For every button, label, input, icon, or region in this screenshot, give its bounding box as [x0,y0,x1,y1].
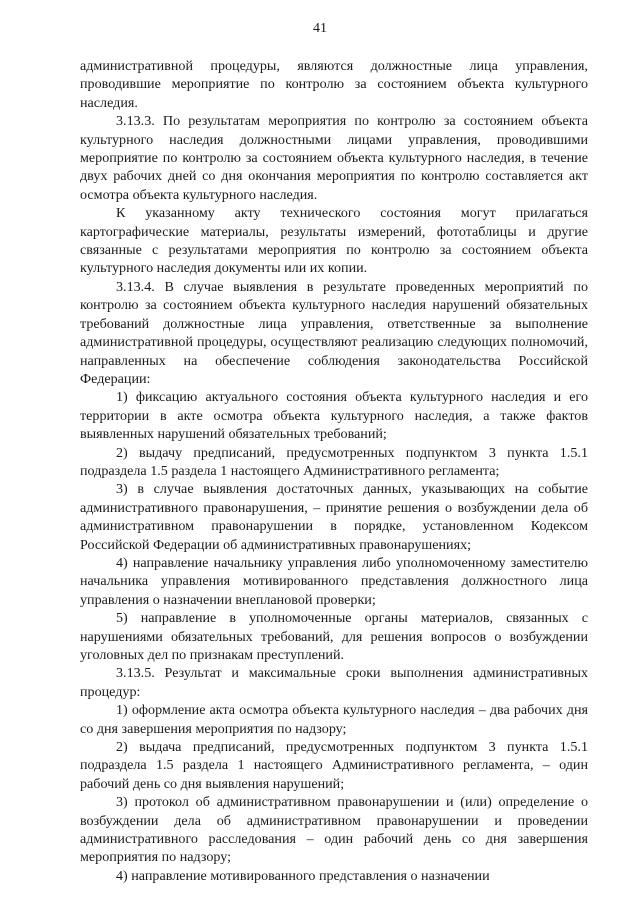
list-item: 3) протокол об административном правонарушении и (или) определение о возбуждении дела об административном правонарушении и проведении административного расследования – один рабочий день со дня завершения мероприятия по надзору; [80,794,588,866]
paragraph-3-13-5: 3.13.5. Результат и максимальные сроки выполнения административных процедур: [80,665,588,700]
list-item: 2) выдачу предписаний, предусмотренных подпунктом 3 пункта 1.5.1 подраздела 1.5 раздела 1 настоящего Административного регламента; [80,444,588,479]
document-body [80,57,588,885]
paragraph: административной процедуры, являются должностные лица управления, проводившие мероприятие по контролю за состоянием объекта культурного наследия. [80,58,588,111]
paragraph: К указанному акту технического состояния могут прилагаться картографические материалы, результаты измерений, фототаблицы и другие связанные с результатами мероприятия по контролю за состоянием объекта культурного наследия документы или их копии. [80,205,588,277]
list-item: 2) выдача предписаний, предусмотренных подпунктом 3 пункта 1.5.1 подраздела 1.5 раздела 1 настоящего Административного регламента, – один рабочий день со дня выявления нарушений; [80,739,588,792]
list-item: 3) в случае выявления достаточных данных, указывающих на событие административного правонарушения, – принятие решения о возбуждении дела об административном правонарушении в порядке, установленном Кодексом Российской Федерации об административных правонарушениях; [80,481,588,553]
paragraph-3-13-4: 3.13.4. В случае выявления в результате проведенных мероприятий по контролю за состоянием объекта культурного наследия нарушений обязательных требований должностные лица управления, ответственные за выполнение административной процедуры, осуществляют реализацию следующих полномочий, направленных на обеспечение соблюдения законодательства Российской Федерации: [80,278,588,387]
list-item: 4) направление мотивированного представления о назначении [116,867,490,884]
list-item: 1) оформление акта осмотра объекта культурного наследия – два рабочих дня со дня завершения мероприятия по надзору; [80,702,588,737]
paragraph-3-13-3: 3.13.3. По результатам мероприятия по контролю за состоянием объекта культурного наследия должностными лицами управления, проводившими мероприятие по контролю за состоянием объекта культурного наследия, в течение двух рабочих дней со дня окончания мероприятия по контролю составляется акт осмотра объекта культурного наследия. [80,113,588,203]
list-item: 5) направление в уполномоченные органы материалов, связанных с нарушениями обязательных требований, для решения вопросов о возбуждении уголовных дел по признакам преступлений. [80,610,588,663]
list-item: 1) фиксацию актуального состояния объекта культурного наследия и его территории в акте осмотра объекта культурного наследия, а также фактов выявленных нарушений обязательных требований; [80,389,588,443]
list-item: 4) направление начальнику управления либо уполномоченному заместителю начальника управления мотивированного представления должностного лица управления о назначении внеплановой проверки; [80,554,588,608]
page-number: 41 [313,21,327,36]
